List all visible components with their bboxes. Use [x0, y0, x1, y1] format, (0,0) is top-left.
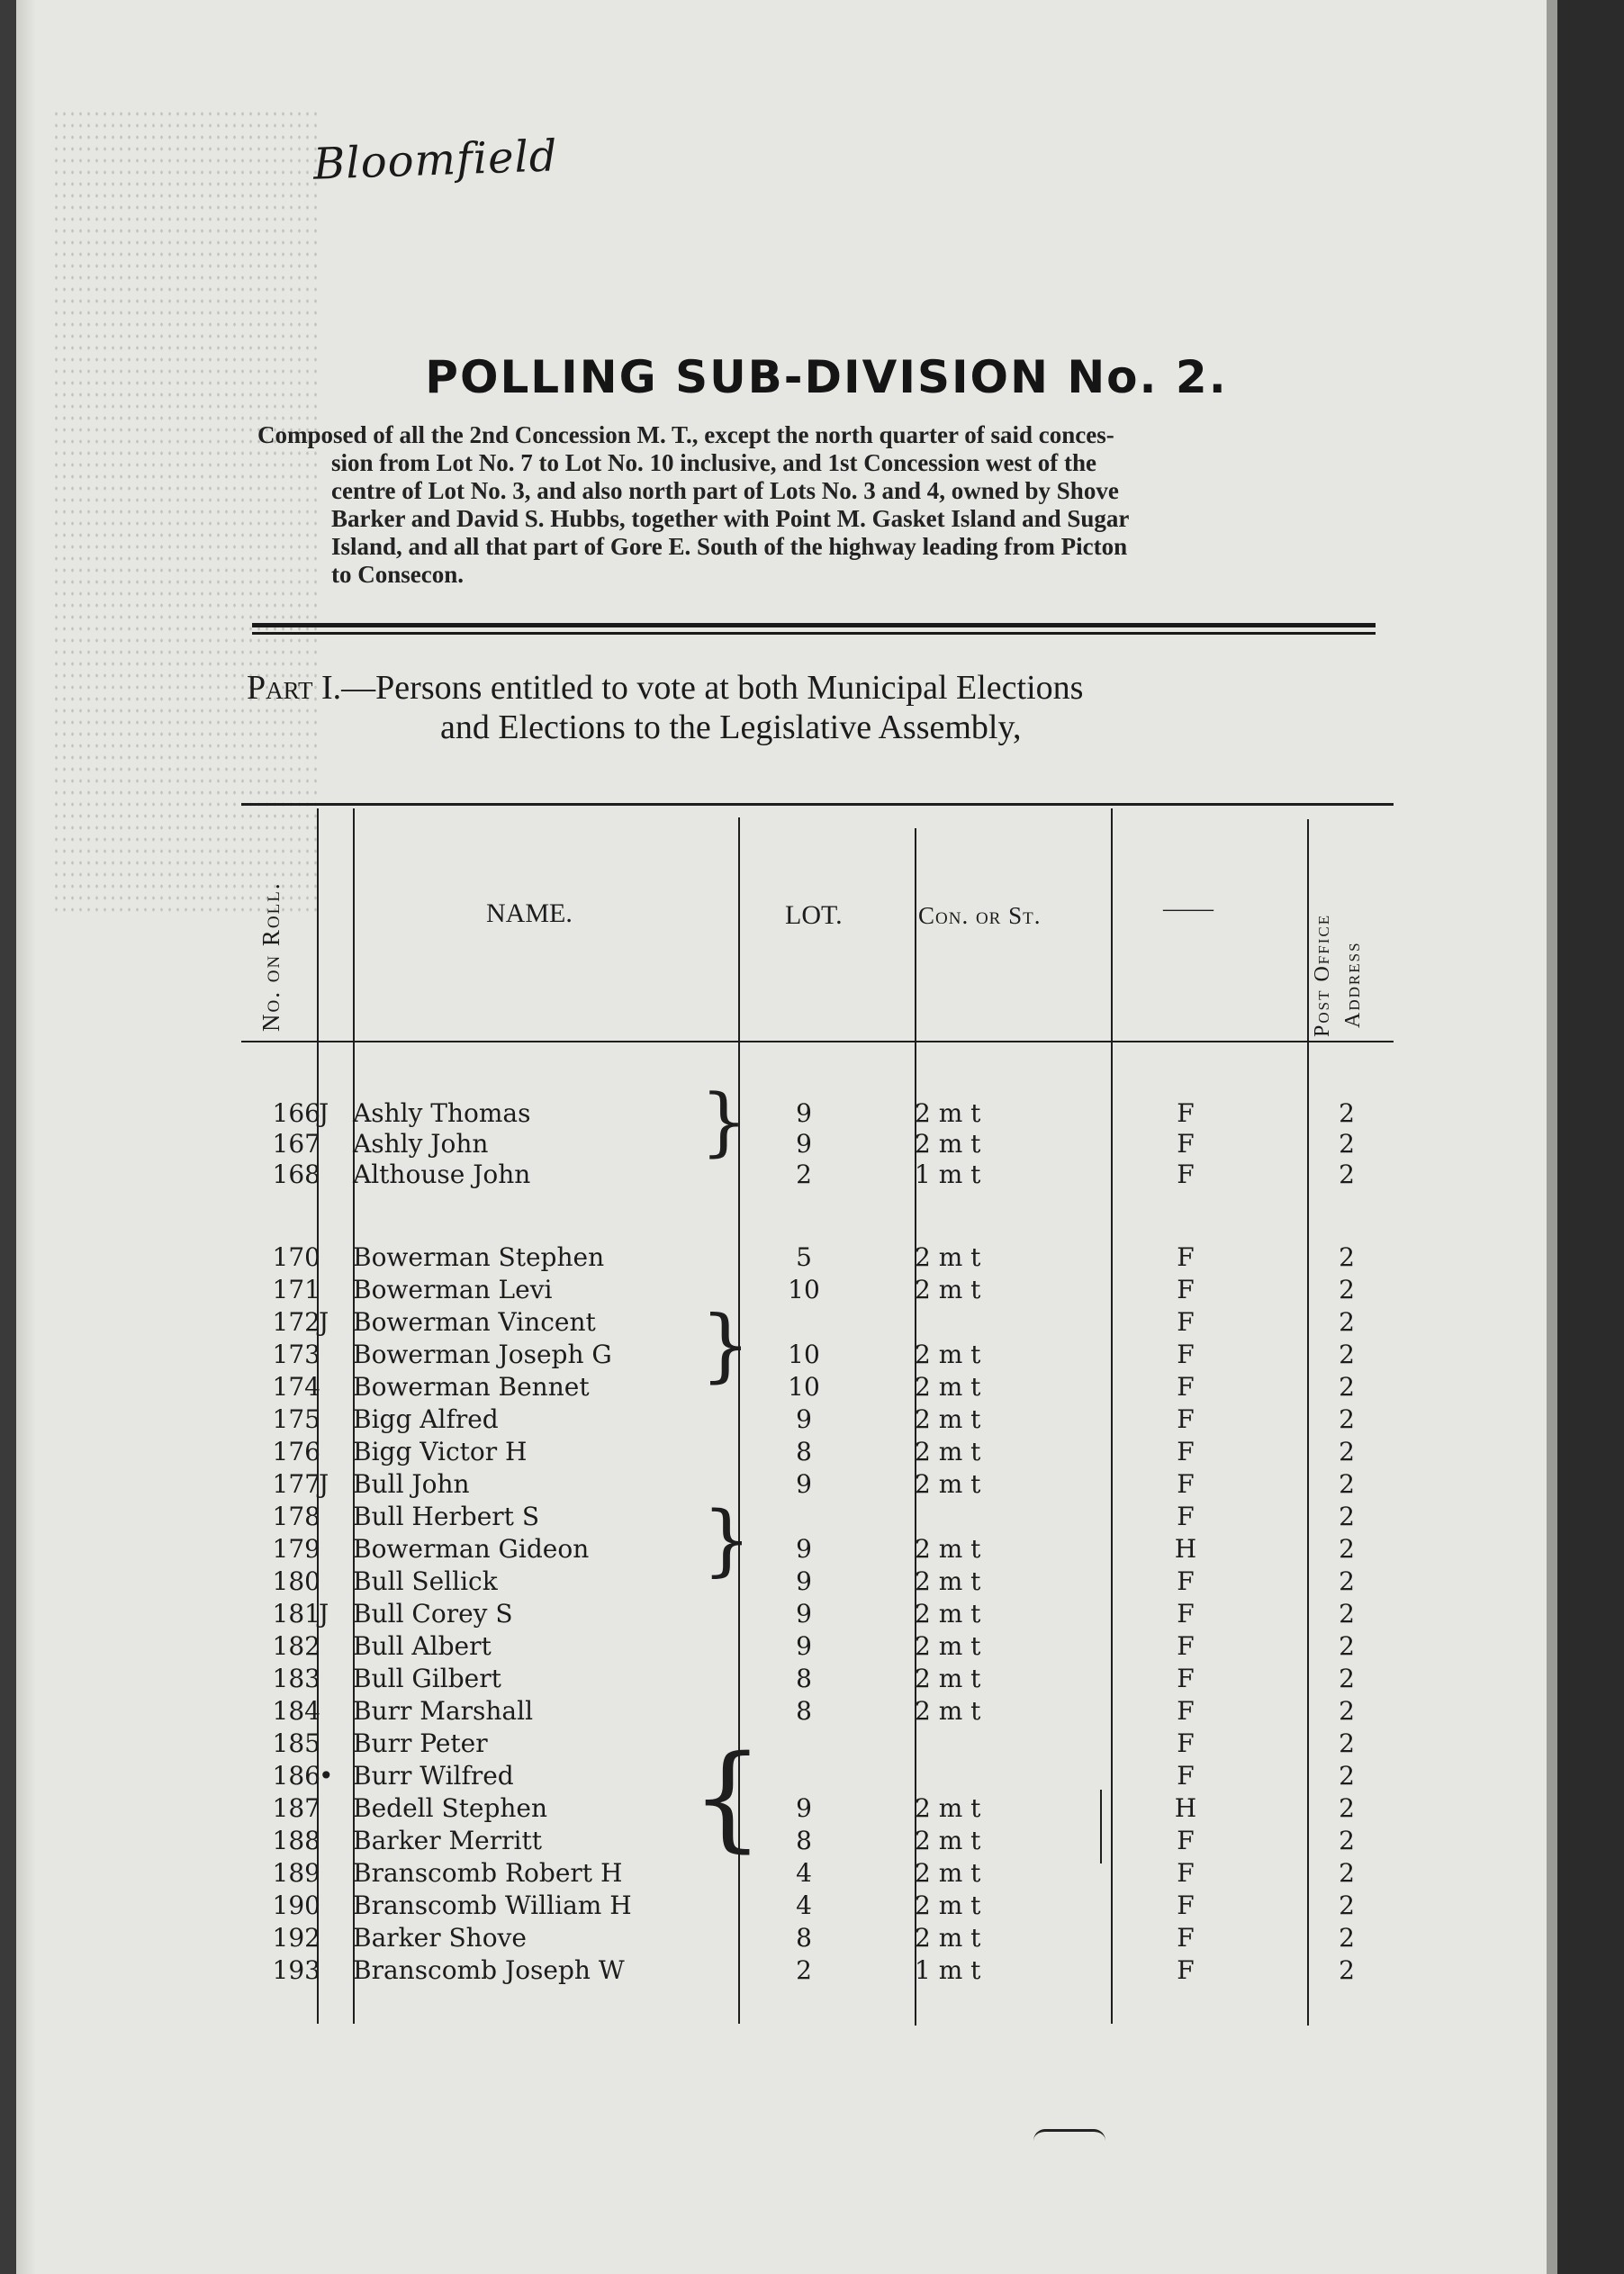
- lot-number: 4: [796, 1858, 812, 1888]
- concession: 2 m t: [915, 1129, 981, 1159]
- post-office-address: 2: [1339, 1955, 1355, 1985]
- description-line: centre of Lot No. 3, and also north part of Lots No. 3 and 4, owned by Shove: [331, 477, 1119, 504]
- roll-number: 187: [272, 1793, 320, 1823]
- tenure-code: F: [1177, 1923, 1195, 1953]
- lot-number: 9: [796, 1534, 812, 1564]
- roll-number: 179: [272, 1534, 320, 1564]
- roll-number: 192: [272, 1923, 320, 1953]
- table-top-rule: [241, 803, 1394, 806]
- lot-number: 5: [796, 1242, 812, 1272]
- voter-table: [241, 792, 1394, 2053]
- voter-name: Barker Shove: [353, 1923, 527, 1953]
- roll-number: 174: [272, 1372, 320, 1402]
- post-office-address: 2: [1339, 1631, 1355, 1661]
- concession: 1 m t: [915, 1160, 981, 1189]
- concession: 2 m t: [915, 1923, 981, 1953]
- post-office-address: 2: [1339, 1728, 1355, 1758]
- table-row: [241, 1858, 1394, 1890]
- tenure-code: F: [1177, 1566, 1195, 1596]
- column-divider: [1100, 1790, 1102, 1863]
- part-label: Part I.: [247, 669, 342, 707]
- concession: 2 m t: [915, 1372, 981, 1402]
- roll-number: 184: [272, 1696, 320, 1726]
- document-page: [16, 0, 1557, 2274]
- roll-number: 185: [272, 1728, 320, 1758]
- post-office-address: 2: [1339, 1793, 1355, 1823]
- post-office-address: 2: [1339, 1437, 1355, 1466]
- table-row: [241, 1160, 1394, 1192]
- bracket: }: [700, 1298, 751, 1391]
- roll-mark: J: [319, 1307, 329, 1337]
- tenure-code: F: [1177, 1275, 1195, 1304]
- voter-name: Ashly Thomas: [353, 1098, 531, 1128]
- scan-background: [1557, 0, 1624, 2274]
- concession: 2 m t: [915, 1242, 981, 1272]
- roll-number: 186: [272, 1761, 320, 1791]
- page-binding-edge: [16, 0, 36, 2274]
- table-row: [241, 1129, 1394, 1161]
- table-row: [241, 1307, 1394, 1340]
- post-office-address: 2: [1339, 1664, 1355, 1693]
- roll-number: 173: [272, 1340, 320, 1369]
- table-row: [241, 1098, 1394, 1131]
- roll-number: 183: [272, 1664, 320, 1693]
- lot-number: 2: [796, 1955, 812, 1985]
- bracket: {: [691, 1731, 764, 1863]
- concession: 2 m t: [915, 1275, 981, 1304]
- header-con-or-st: Con. or St.: [918, 902, 1042, 929]
- post-office-address: 2: [1339, 1502, 1355, 1531]
- post-office-address: 2: [1339, 1696, 1355, 1726]
- concession: 2 m t: [915, 1098, 981, 1128]
- lot-number: 9: [796, 1793, 812, 1823]
- tenure-code: F: [1177, 1340, 1195, 1369]
- tenure-code: F: [1177, 1631, 1195, 1661]
- voter-name: Burr Wilfred: [353, 1761, 514, 1791]
- roll-number: 172: [272, 1307, 320, 1337]
- voter-name: Branscomb Robert H: [353, 1858, 623, 1888]
- concession: 2 m t: [915, 1664, 981, 1693]
- table-row: [241, 1599, 1394, 1631]
- post-office-address: 2: [1339, 1469, 1355, 1499]
- concession: 2 m t: [915, 1858, 981, 1888]
- concession: 2 m t: [915, 1534, 981, 1564]
- concession: 2 m t: [915, 1631, 981, 1661]
- voter-name: Bigg Victor H: [353, 1437, 528, 1466]
- voter-name: Branscomb Joseph W: [353, 1955, 625, 1985]
- roll-number: 180: [272, 1566, 320, 1596]
- roll-mark: J: [319, 1599, 329, 1629]
- double-rule-bottom: [252, 632, 1376, 635]
- roll-number: 181: [272, 1599, 320, 1629]
- post-office-address: 2: [1339, 1761, 1355, 1791]
- table-row: [241, 1955, 1394, 1988]
- post-office-address: 2: [1339, 1307, 1355, 1337]
- table-row: [241, 1437, 1394, 1469]
- lot-number: 9: [796, 1631, 812, 1661]
- table-row: [241, 1728, 1394, 1761]
- roll-number: 188: [272, 1826, 320, 1855]
- table-row: [241, 1469, 1394, 1502]
- roll-number: 177: [272, 1469, 320, 1499]
- voter-name: Bigg Alfred: [353, 1404, 499, 1434]
- roll-number: 171: [272, 1275, 320, 1304]
- voter-name: Bull Herbert S: [353, 1502, 540, 1531]
- post-office-address: 2: [1339, 1160, 1355, 1189]
- header-lot: LOT.: [785, 900, 843, 930]
- tenure-code: F: [1177, 1098, 1195, 1128]
- post-office-address: 2: [1339, 1890, 1355, 1920]
- description: [257, 421, 1374, 589]
- voter-name: Bowerman Stephen: [353, 1242, 605, 1272]
- table-row: [241, 1340, 1394, 1372]
- table-row: [241, 1664, 1394, 1696]
- roll-number: 175: [272, 1404, 320, 1434]
- table-row: [241, 1793, 1394, 1826]
- description-line: to Consecon.: [331, 561, 464, 588]
- concession: 1 m t: [915, 1955, 981, 1985]
- voter-name: Burr Peter: [353, 1728, 488, 1758]
- table-row: [241, 1404, 1394, 1437]
- tenure-code: F: [1177, 1469, 1195, 1499]
- voter-name: Bull Albert: [353, 1631, 492, 1661]
- lot-number: 10: [788, 1340, 820, 1369]
- table-row: [241, 1242, 1394, 1275]
- roll-number: 189: [272, 1858, 320, 1888]
- lot-number: 8: [796, 1923, 812, 1953]
- tenure-code: F: [1177, 1728, 1195, 1758]
- lot-number: 2: [796, 1160, 812, 1189]
- page-title: POLLING SUB-DIVISION No. 2.: [425, 351, 1228, 403]
- tenure-code: F: [1177, 1890, 1195, 1920]
- tenure-code: H: [1174, 1793, 1197, 1823]
- roll-number: 176: [272, 1437, 320, 1466]
- voter-name: Bowerman Bennet: [353, 1372, 590, 1402]
- voter-name: Bowerman Vincent: [353, 1307, 596, 1337]
- voter-name: Bowerman Gideon: [353, 1534, 590, 1564]
- lot-number: 9: [796, 1129, 812, 1159]
- table-row: [241, 1502, 1394, 1534]
- tenure-code: F: [1177, 1599, 1195, 1629]
- part-heading-text: —Persons entitled to vote at both Municipal Elections: [341, 669, 1084, 707]
- post-office-address: 2: [1339, 1826, 1355, 1855]
- concession: 2 m t: [915, 1696, 981, 1726]
- printer-mark: [1033, 2129, 1105, 2141]
- tenure-code: F: [1177, 1826, 1195, 1855]
- lot-number: 8: [796, 1826, 812, 1855]
- handwritten-note: Bloomfield: [312, 131, 559, 190]
- table-row: [241, 1631, 1394, 1664]
- table-row: [241, 1372, 1394, 1404]
- lot-number: 4: [796, 1890, 812, 1920]
- table-row: [241, 1890, 1394, 1923]
- tenure-code: F: [1177, 1761, 1195, 1791]
- post-office-address: 2: [1339, 1404, 1355, 1434]
- concession: 2 m t: [915, 1469, 981, 1499]
- roll-number: 166: [272, 1098, 320, 1128]
- table-row: [241, 1761, 1394, 1793]
- description-line: Island, and all that part of Gore E. South of the highway leading from Picton: [331, 533, 1128, 560]
- header-address: Address: [1341, 941, 1365, 1028]
- tenure-code: F: [1177, 1129, 1195, 1159]
- voter-name: Althouse John: [353, 1160, 531, 1189]
- voter-name: Bull Corey S: [353, 1599, 513, 1629]
- post-office-address: 2: [1339, 1534, 1355, 1564]
- voter-name: Bull Gilbert: [353, 1664, 501, 1693]
- table-row: [241, 1566, 1394, 1599]
- roll-mark: J: [319, 1098, 329, 1128]
- header-no-on-roll: No. on Roll.: [257, 881, 284, 1032]
- description-line: sion from Lot No. 7 to Lot No. 10 inclusive, and 1st Concession west of the: [331, 449, 1097, 476]
- roll-number: 168: [272, 1160, 320, 1189]
- tenure-code: F: [1177, 1955, 1195, 1985]
- voter-name: Branscomb William H: [353, 1890, 632, 1920]
- lot-number: 9: [796, 1469, 812, 1499]
- voter-name: Bull John: [353, 1469, 470, 1499]
- roll-mark: J: [319, 1469, 329, 1499]
- tenure-code: F: [1177, 1242, 1195, 1272]
- concession: 2 m t: [915, 1437, 981, 1466]
- tenure-code: F: [1177, 1437, 1195, 1466]
- tenure-code: F: [1177, 1696, 1195, 1726]
- double-rule-top: [252, 623, 1376, 627]
- tenure-code: F: [1177, 1307, 1195, 1337]
- lot-number: 9: [796, 1566, 812, 1596]
- header-blank: ——: [1163, 895, 1213, 923]
- lot-number: 9: [796, 1098, 812, 1128]
- voter-name: Ashly John: [353, 1129, 489, 1159]
- post-office-address: 2: [1339, 1923, 1355, 1953]
- table-row: [241, 1696, 1394, 1728]
- concession: 2 m t: [915, 1826, 981, 1855]
- post-office-address: 2: [1339, 1129, 1355, 1159]
- tenure-code: F: [1177, 1160, 1195, 1189]
- roll-number: 193: [272, 1955, 320, 1985]
- concession: 2 m t: [915, 1793, 981, 1823]
- roll-number: 190: [272, 1890, 320, 1920]
- part-heading-line-1: [247, 668, 1385, 708]
- concession: 2 m t: [915, 1599, 981, 1629]
- post-office-address: 2: [1339, 1098, 1355, 1128]
- post-office-address: 2: [1339, 1858, 1355, 1888]
- bracket: }: [700, 1079, 748, 1165]
- bracket: }: [702, 1495, 752, 1585]
- tenure-code: F: [1177, 1502, 1195, 1531]
- post-office-address: 2: [1339, 1340, 1355, 1369]
- voter-name: Bedell Stephen: [353, 1793, 548, 1823]
- header-post-office: Post Office: [1311, 913, 1334, 1037]
- voter-name: Bull Sellick: [353, 1566, 498, 1596]
- tenure-code: F: [1177, 1404, 1195, 1434]
- lot-number: 9: [796, 1404, 812, 1434]
- lot-number: 10: [788, 1275, 820, 1304]
- lot-number: 10: [788, 1372, 820, 1402]
- part-heading: [247, 668, 1385, 747]
- roll-number: 182: [272, 1631, 320, 1661]
- header-name: NAME.: [486, 898, 573, 928]
- tenure-code: F: [1177, 1858, 1195, 1888]
- concession: 2 m t: [915, 1890, 981, 1920]
- concession: 2 m t: [915, 1340, 981, 1369]
- table-row: [241, 1826, 1394, 1858]
- voter-name: Bowerman Joseph G: [353, 1340, 612, 1369]
- table-row: [241, 1534, 1394, 1566]
- lot-number: 8: [796, 1664, 812, 1693]
- lot-number: 8: [796, 1696, 812, 1726]
- post-office-address: 2: [1339, 1242, 1355, 1272]
- post-office-address: 2: [1339, 1275, 1355, 1304]
- description-line: Composed of all the 2nd Concession M. T., except the north quarter of said conces-: [257, 421, 1114, 448]
- voter-name: Bowerman Levi: [353, 1275, 553, 1304]
- voter-name: Burr Marshall: [353, 1696, 534, 1726]
- post-office-address: 2: [1339, 1599, 1355, 1629]
- page-edge-strip: [1547, 0, 1557, 2274]
- concession: 2 m t: [915, 1566, 981, 1596]
- lot-number: 9: [796, 1599, 812, 1629]
- lot-number: 8: [796, 1437, 812, 1466]
- tenure-code: F: [1177, 1372, 1195, 1402]
- roll-number: 167: [272, 1129, 320, 1159]
- post-office-address: 2: [1339, 1372, 1355, 1402]
- roll-mark: •: [319, 1761, 334, 1791]
- table-row: [241, 1923, 1394, 1955]
- roll-number: 178: [272, 1502, 320, 1531]
- description-line: Barker and David S. Hubbs, together with Point M. Gasket Island and Sugar: [331, 505, 1130, 532]
- tenure-code: F: [1177, 1664, 1195, 1693]
- voter-name: Barker Merritt: [353, 1826, 542, 1855]
- part-heading-line-2: and Elections to the Legislative Assembly,: [440, 708, 1022, 746]
- roll-number: 170: [272, 1242, 320, 1272]
- table-row: [241, 1275, 1394, 1307]
- tenure-code: H: [1174, 1534, 1197, 1564]
- header-bottom-rule: [241, 1041, 1394, 1042]
- post-office-address: 2: [1339, 1566, 1355, 1596]
- concession: 2 m t: [915, 1404, 981, 1434]
